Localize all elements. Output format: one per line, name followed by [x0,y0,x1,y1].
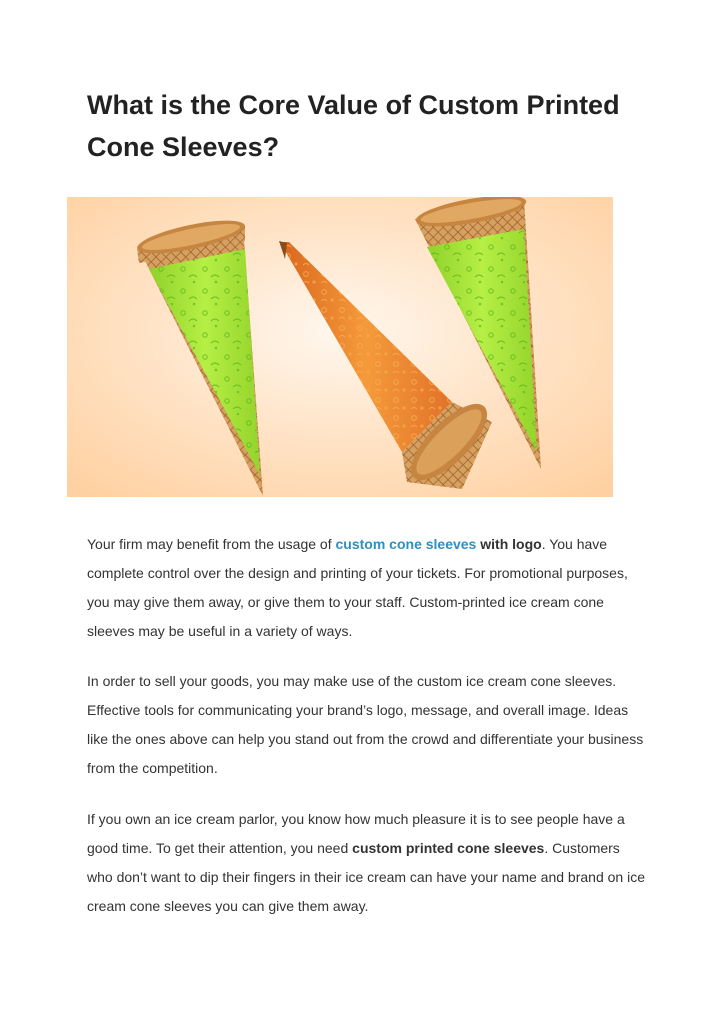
cone-sleeves-photo [67,197,613,497]
custom-cone-sleeves-link[interactable]: custom cone sleeves [335,536,477,552]
paragraph-1-intro: Your firm may benefit from the usage of [87,536,336,552]
paragraph-3 [87,805,647,921]
page-title: What is the Core Value of Custom Printed Cone Sleeves? [87,90,620,162]
paragraph-3-rest: . Customers who don’t want to dip their fingers in their ice cream can have your name and brand on ice cream cone sleeves you can give them away. [87,840,645,914]
paragraph-3-intro: If you own an ice cream parlor, you know how much pleasure it is to see people have a good time. To get their attention, you need [87,811,625,856]
custom-printed-cone-sleeves-bold: custom printed cone sleeves [352,840,545,856]
paragraph-2: In order to sell your goods, you may make use of the custom ice cream cone sleeves. Effective tools for communicating your brand’s logo, message, and overall image. Ideas like the ones above can help you stand out from the crowd and differentiate your business from the competition. [87,673,644,776]
paragraph-1-rest: . You have complete control over the design and printing of your tickets. For promotional purposes, you may give them away, or give them to your staff. Custom-printed ice cream cone sleeves may be useful in a variety of ways. [87,536,628,639]
with-logo-bold: with logo [476,536,542,552]
paragraph-1 [87,530,647,646]
